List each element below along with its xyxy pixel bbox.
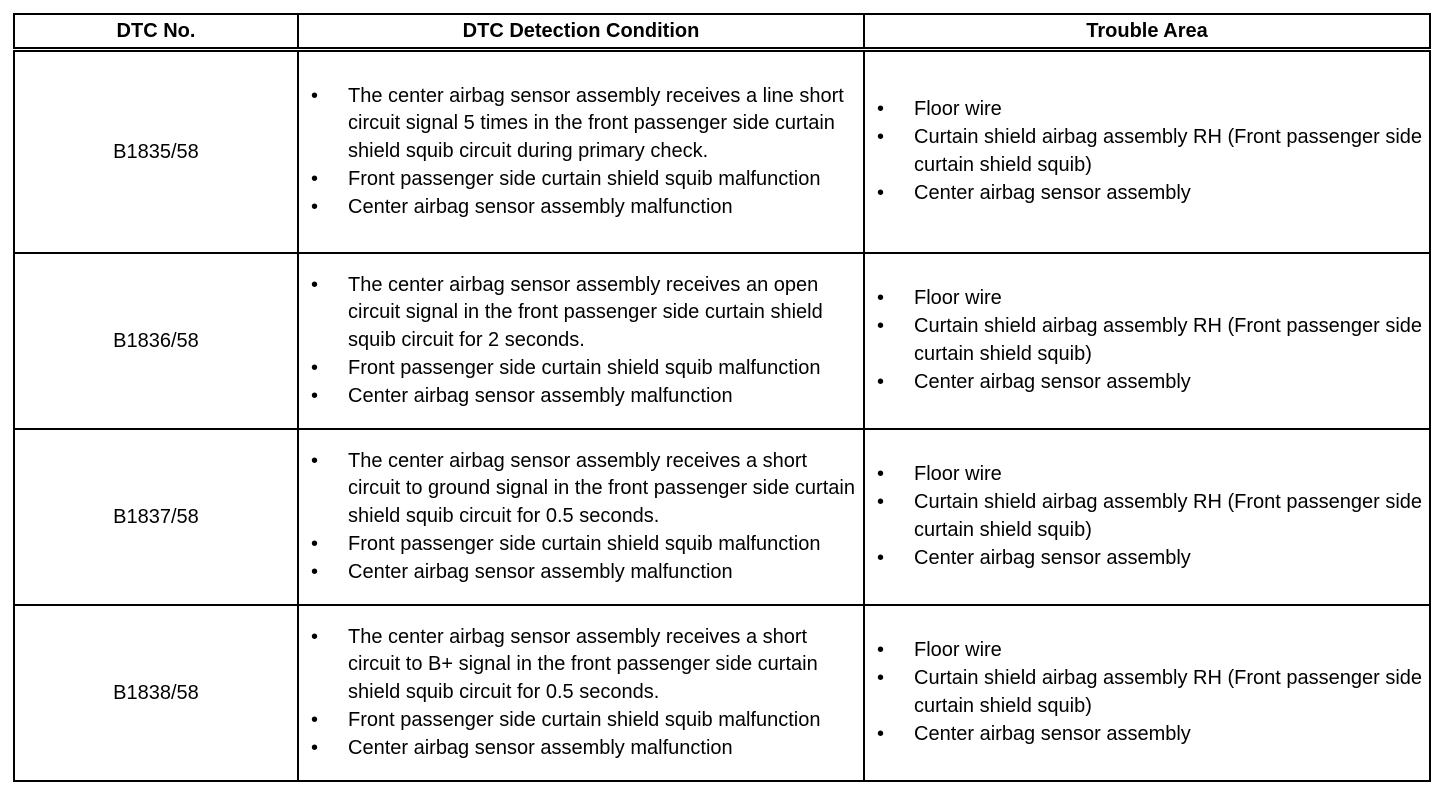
dtc-table xyxy=(13,13,1431,782)
condition-item: • The center airbag sensor assembly receives a short circuit to ground signal in the front passenger side curtain shield squib circuit for 0.5 seconds. xyxy=(299,448,857,531)
condition-item: • Front passenger side curtain shield squib malfunction xyxy=(299,707,857,735)
area-item: • Curtain shield airbag assembly RH (Front passenger side curtain shield squib) xyxy=(865,665,1423,721)
area-item: • Floor wire xyxy=(865,461,1423,489)
detection-condition-cell xyxy=(298,253,864,429)
table-row xyxy=(14,253,1430,429)
condition-item: • Center airbag sensor assembly malfunction xyxy=(299,735,857,763)
header-trouble-area: Trouble Area xyxy=(864,14,1430,50)
area-item: • Center airbag sensor assembly xyxy=(865,369,1423,397)
area-item: • Floor wire xyxy=(865,96,1423,124)
trouble-area-cell xyxy=(864,429,1430,605)
condition-list xyxy=(299,624,863,763)
dtc-code: B1837/58 xyxy=(14,429,298,605)
condition-item: • Center airbag sensor assembly malfunction xyxy=(299,559,857,587)
area-item: • Floor wire xyxy=(865,637,1423,665)
table-row xyxy=(14,605,1430,781)
condition-list xyxy=(299,272,863,411)
detection-condition-cell xyxy=(298,429,864,605)
table-body xyxy=(14,50,1430,782)
detection-condition-cell xyxy=(298,605,864,781)
condition-item: • Center airbag sensor assembly malfunction xyxy=(299,383,857,411)
condition-item: • The center airbag sensor assembly receives a line short circuit signal 5 times in the front passenger side curtain shield squib circuit during primary check. xyxy=(299,83,857,166)
dtc-code: B1836/58 xyxy=(14,253,298,429)
trouble-area-cell xyxy=(864,605,1430,781)
area-list xyxy=(865,96,1429,207)
area-list xyxy=(865,461,1429,572)
condition-item: • The center airbag sensor assembly receives a short circuit to B+ signal in the front passenger side curtain shield squib circuit for 0.5 seconds. xyxy=(299,624,857,707)
trouble-area-cell xyxy=(864,253,1430,429)
header-row xyxy=(14,14,1430,50)
header-detection-condition: DTC Detection Condition xyxy=(298,14,864,50)
condition-item: • Front passenger side curtain shield squib malfunction xyxy=(299,531,857,559)
area-item: • Center airbag sensor assembly xyxy=(865,180,1423,208)
area-item: • Floor wire xyxy=(865,285,1423,313)
condition-item: • The center airbag sensor assembly receives an open circuit signal in the front passenger side curtain shield squib circuit for 2 seconds. xyxy=(299,272,857,355)
header-dtc-no: DTC No. xyxy=(14,14,298,50)
condition-item: • Front passenger side curtain shield squib malfunction xyxy=(299,355,857,383)
area-list xyxy=(865,637,1429,748)
detection-condition-cell xyxy=(298,50,864,254)
condition-item: • Front passenger side curtain shield squib malfunction xyxy=(299,166,857,194)
area-item: • Curtain shield airbag assembly RH (Front passenger side curtain shield squib) xyxy=(865,124,1423,180)
table-row xyxy=(14,50,1430,254)
area-list xyxy=(865,285,1429,396)
area-item: • Center airbag sensor assembly xyxy=(865,545,1423,573)
area-item: • Curtain shield airbag assembly RH (Front passenger side curtain shield squib) xyxy=(865,489,1423,545)
condition-item: • Center airbag sensor assembly malfunction xyxy=(299,194,857,222)
area-item: • Curtain shield airbag assembly RH (Front passenger side curtain shield squib) xyxy=(865,313,1423,369)
dtc-code: B1835/58 xyxy=(14,50,298,254)
condition-list xyxy=(299,448,863,587)
trouble-area-cell xyxy=(864,50,1430,254)
table-header xyxy=(14,14,1430,50)
area-item: • Center airbag sensor assembly xyxy=(865,721,1423,749)
dtc-code: B1838/58 xyxy=(14,605,298,781)
table-row xyxy=(14,429,1430,605)
condition-list xyxy=(299,83,863,222)
